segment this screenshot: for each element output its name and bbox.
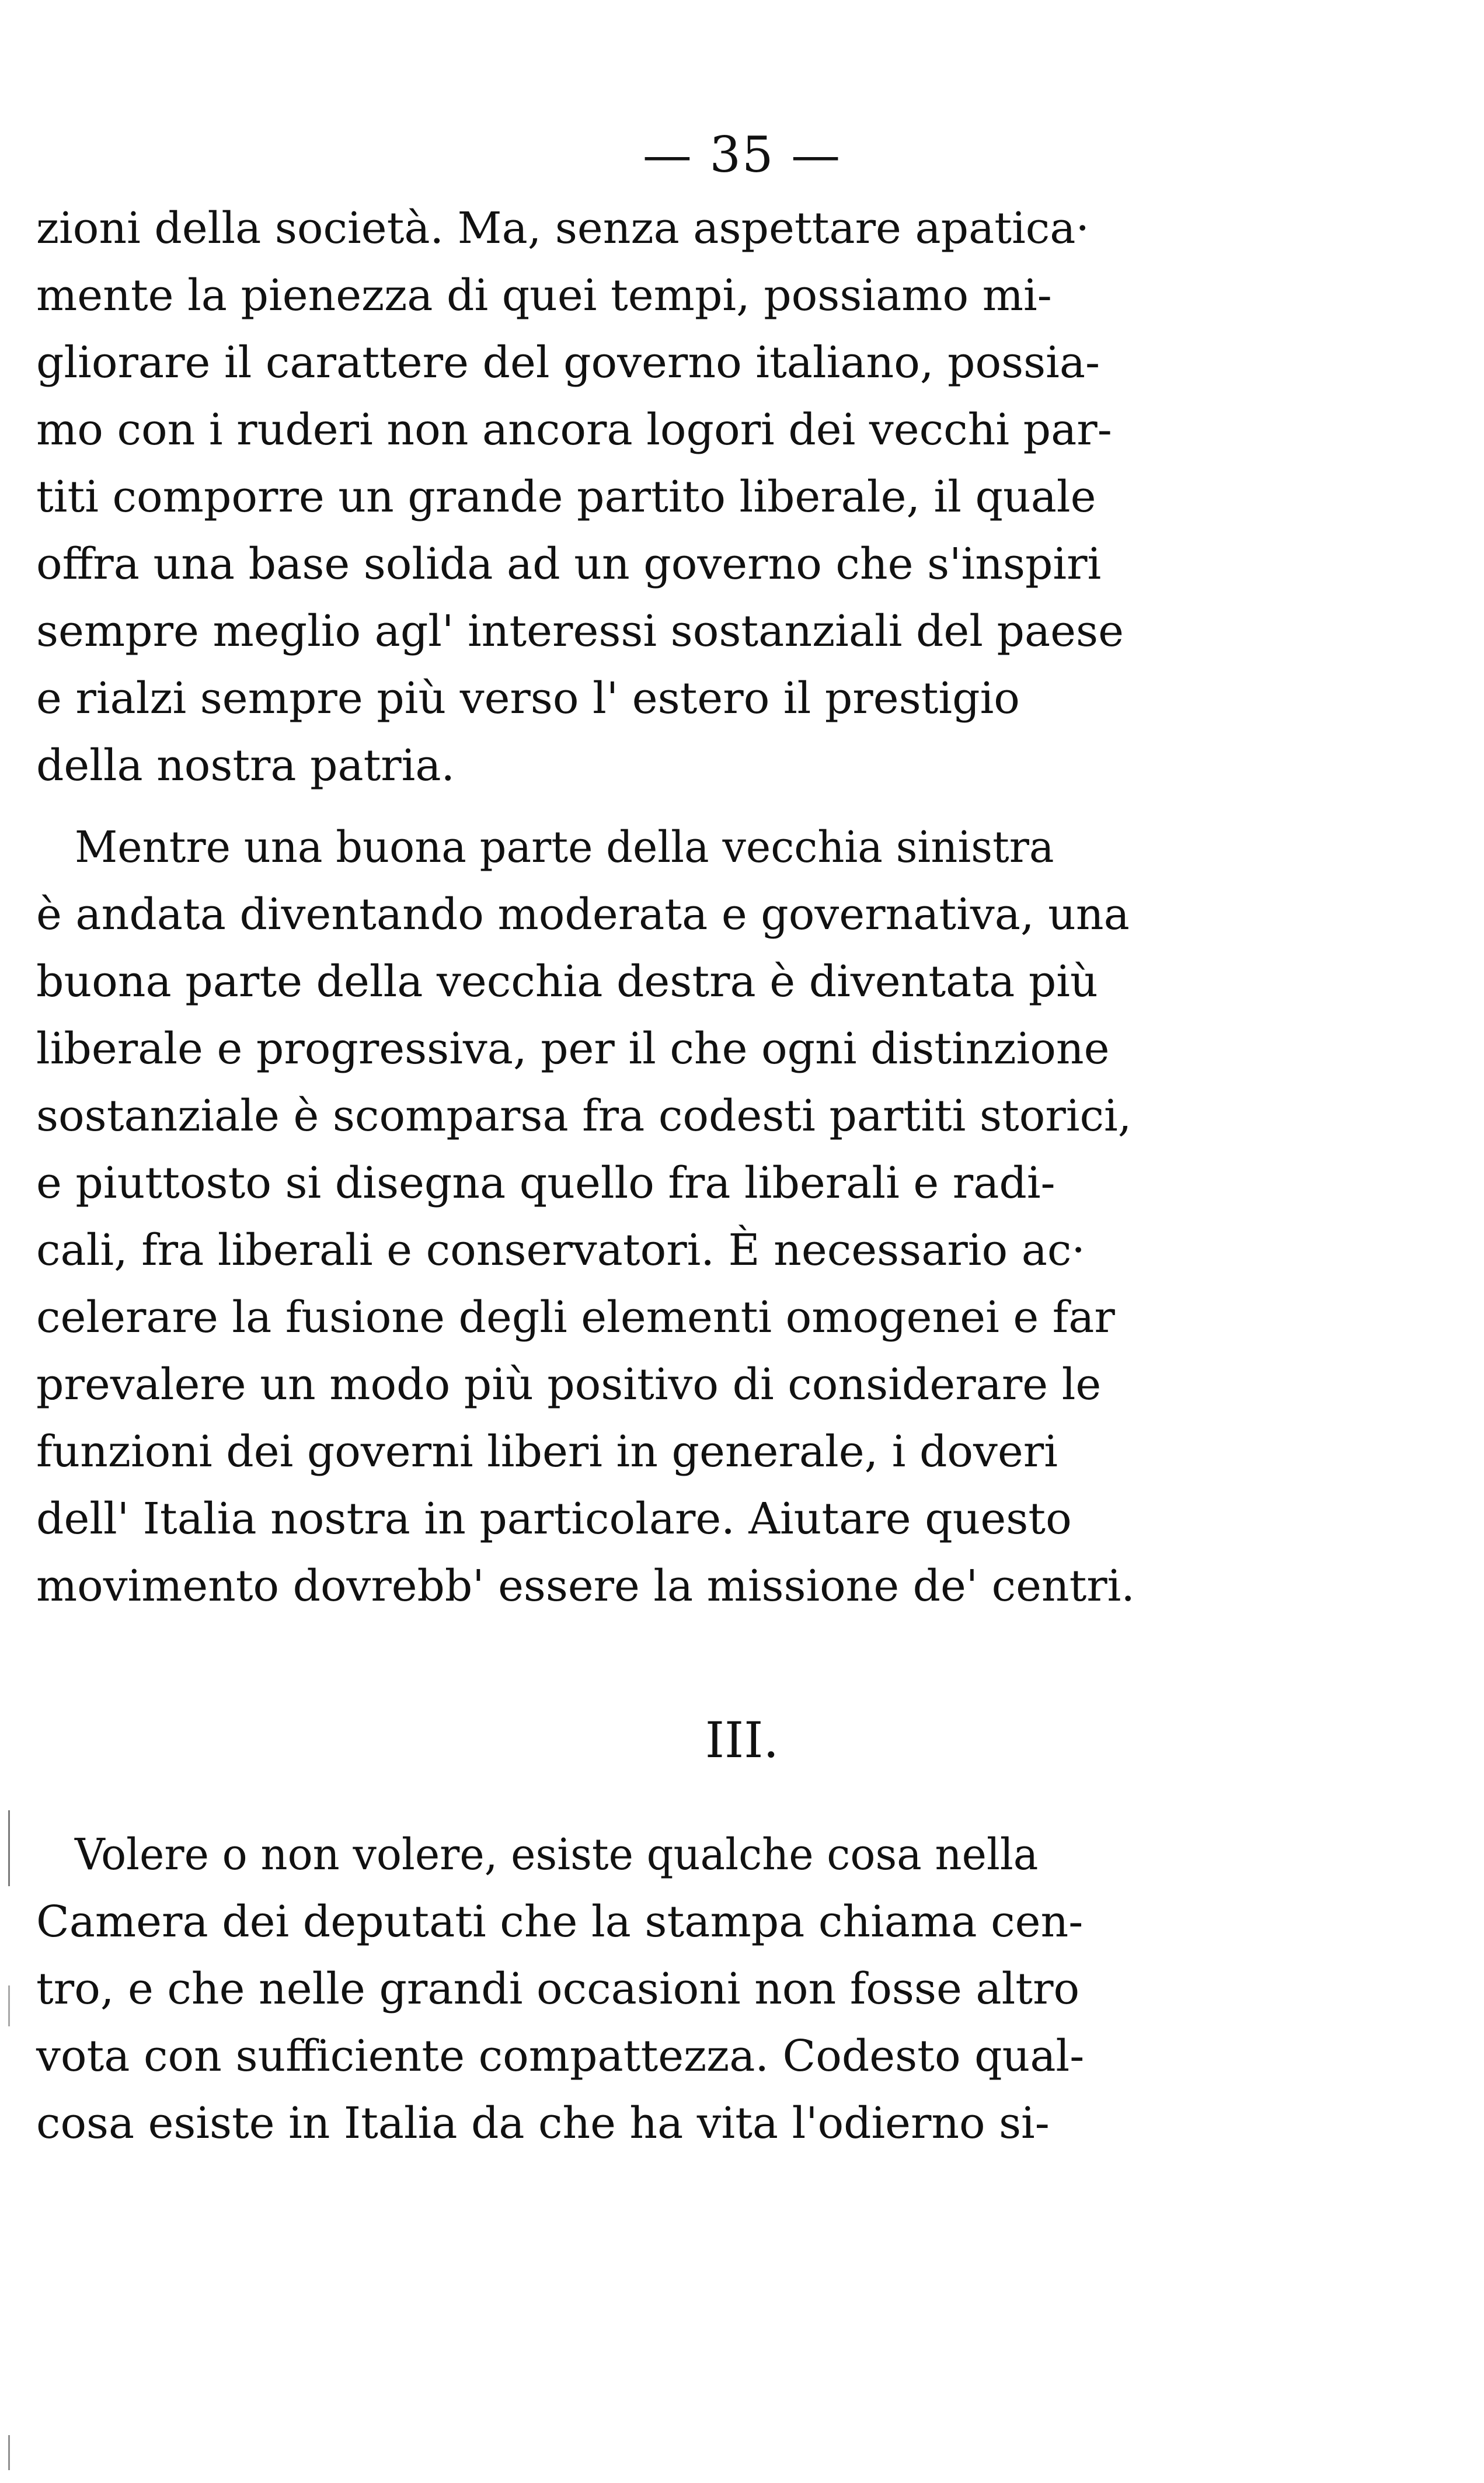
text-line: funzioni dei governi liberi in generale, i doveri [36, 1427, 1058, 1477]
text-line: zioni della società. Ma, senza aspettare apatica· [36, 203, 1090, 253]
page-edge-mark [8, 2435, 10, 2470]
text-line: cali, fra liberali e conservatori. È necessario ac· [36, 1225, 1085, 1275]
text-line: Camera dei deputati che la stampa chiama cen- [36, 1897, 1084, 1947]
text-line: vota con sufficiente compattezza. Codesto qual- [36, 2031, 1085, 2081]
text-line: sempre meglio agl' interessi sostanziali del paese [36, 606, 1124, 656]
page-edge-mark [8, 1810, 10, 1886]
page-number: — 35 — [642, 126, 842, 183]
text-line: sostanziale è scomparsa fra codesti partiti storici, [36, 1091, 1132, 1141]
text-line: mente la pienezza di quei tempi, possiamo mi- [36, 270, 1052, 321]
text-line: Volere o non volere, esiste qualche cosa nella [75, 1830, 1039, 1880]
text-line: buona parte della vecchia destra è diventata più [36, 957, 1098, 1007]
text-line: tro, e che nelle grandi occasioni non fosse altro [36, 1964, 1080, 2014]
text-line: mo con i ruderi non ancora logori dei vecchi par- [36, 405, 1112, 455]
text-line: celerare la fusione degli elementi omogenei e far [36, 1292, 1115, 1343]
text-line: gliorare il carattere del governo italiano, possia- [36, 338, 1100, 388]
text-line: offra una base solida ad un governo che s'inspiri [36, 539, 1102, 589]
text-line: titi comporre un grande partito liberale, il quale [36, 472, 1096, 522]
text-line: è andata diventando moderata e governativa, una [36, 889, 1130, 940]
text-line: liberale e progressiva, per il che ogni distinzione [36, 1024, 1110, 1074]
text-line: cosa esiste in Italia da che ha vita l'odierno si- [36, 2098, 1050, 2148]
section-heading: III. [705, 1712, 779, 1769]
text-line: prevalere un modo più positivo di considerare le [36, 1359, 1102, 1410]
text-line: e rialzi sempre più verso l' estero il prestigio [36, 673, 1020, 724]
text-line: della nostra patria. [36, 740, 455, 791]
text-line: Mentre una buona parte della vecchia sinistra [75, 822, 1054, 872]
text-line: dell' Italia nostra in particolare. Aiutare questo [36, 1494, 1072, 1544]
page-edge-mark [8, 1985, 10, 2026]
text-line: movimento dovrebb' essere la missione de' centri. [36, 1561, 1135, 1611]
text-line: e piuttosto si disegna quello fra liberali e radi- [36, 1158, 1055, 1208]
